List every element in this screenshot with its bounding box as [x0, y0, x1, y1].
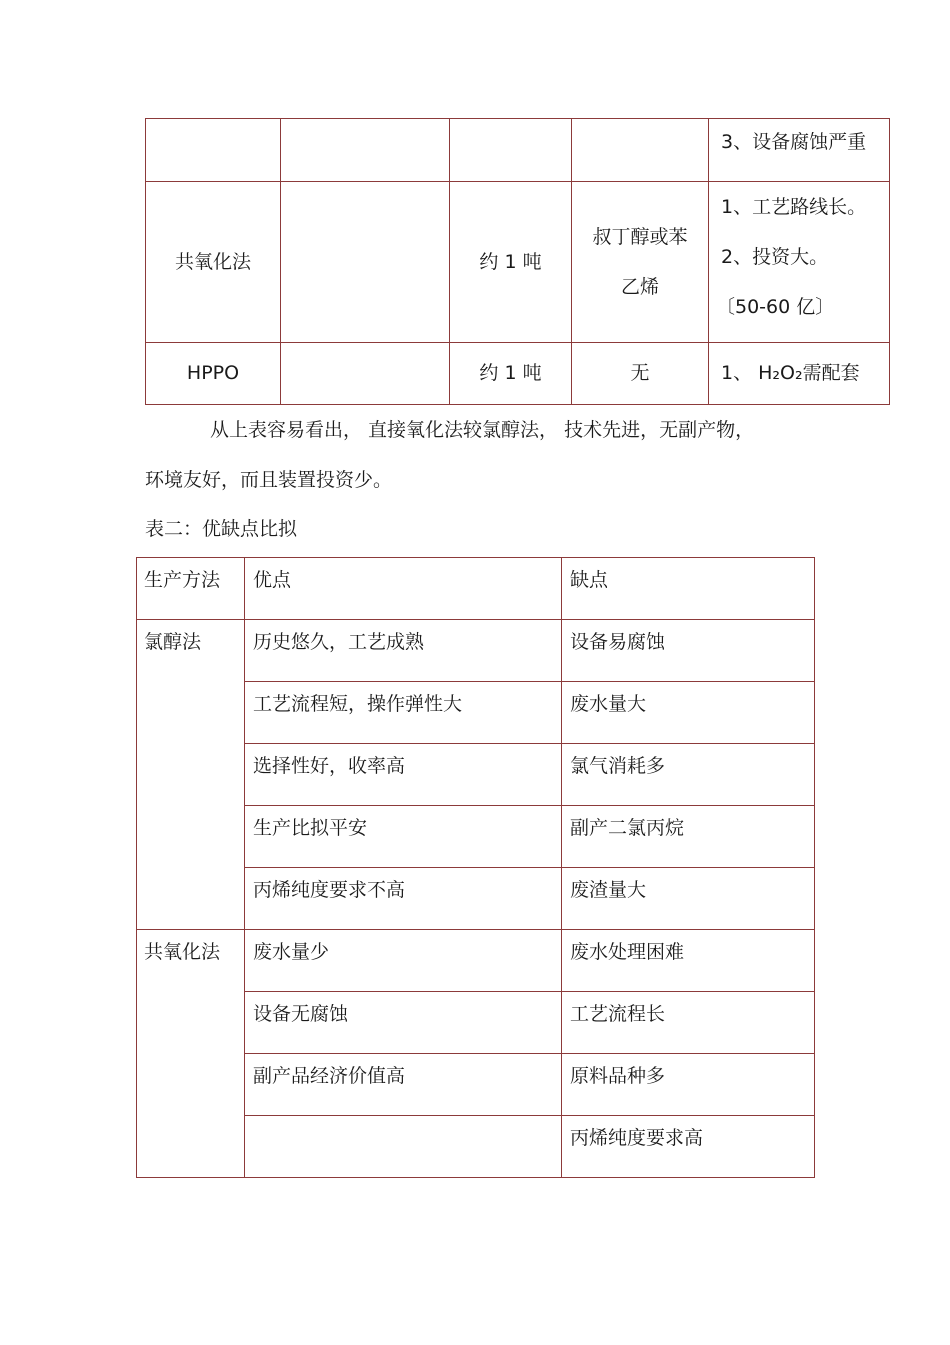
- table-caption: 表二：优缺点比拟: [145, 518, 298, 540]
- method-cell: HPPO: [146, 343, 281, 405]
- con-cell: 丙烯纯度要求高: [562, 1116, 815, 1178]
- header-cons: 缺点: [562, 558, 815, 620]
- pro-cell: [245, 1116, 562, 1178]
- table-cell: [281, 182, 450, 343]
- comparison-table-1: [145, 118, 890, 405]
- con-cell: 原料品种多: [562, 1054, 815, 1116]
- pro-cell: 废水量少: [245, 930, 562, 992]
- notes-cell: [709, 119, 890, 182]
- con-cell: 工艺流程长: [562, 992, 815, 1054]
- table-cell: [281, 343, 450, 405]
- table-cell: [450, 119, 572, 182]
- con-cell: 氯气消耗多: [562, 744, 815, 806]
- con-cell: 废水量大: [562, 682, 815, 744]
- pro-cell: 历史悠久，工艺成熟: [245, 620, 562, 682]
- table-cell: [281, 119, 450, 182]
- table-cell: [146, 119, 281, 182]
- pro-cell: 副产品经济价值高: [245, 1054, 562, 1116]
- consumption-cell: 约 1 吨: [450, 343, 572, 405]
- table-cell: [572, 119, 709, 182]
- byproduct-line: 乙烯: [620, 275, 659, 298]
- note-line: 3、设备腐蚀严重: [721, 131, 867, 153]
- consumption-cell: 约 1 吨: [450, 182, 572, 343]
- notes-cell: [709, 343, 890, 405]
- table-row: [146, 119, 890, 182]
- method-cell: 共氧化法: [146, 182, 281, 343]
- pro-cell: 选择性好，收率高: [245, 744, 562, 806]
- con-cell: 设备易腐蚀: [562, 620, 815, 682]
- table-row: [137, 620, 815, 682]
- con-cell: 副产二氯丙烷: [562, 806, 815, 868]
- header-pros: 优点: [245, 558, 562, 620]
- byproduct-line: 叔丁醇或苯: [592, 225, 688, 248]
- method-cell: 共氧化法: [137, 930, 245, 1178]
- note-line: 2、投资大。: [721, 246, 829, 268]
- table-row: [137, 930, 815, 992]
- note-line: 1、 H₂O₂需配套: [721, 362, 860, 384]
- con-cell: 废水处理困难: [562, 930, 815, 992]
- pro-cell: 生产比拟平安: [245, 806, 562, 868]
- pros-cons-table: [136, 557, 815, 1178]
- byproduct-cell: 无: [572, 343, 709, 405]
- paragraph-line: 从上表容易看出， 直接氧化法较氯醇法， 技术先进，无副产物，: [210, 419, 755, 441]
- pro-cell: 工艺流程短，操作弹性大: [245, 682, 562, 744]
- header-method: 生产方法: [137, 558, 245, 620]
- pro-cell: 设备无腐蚀: [245, 992, 562, 1054]
- paragraph-line: 环境友好，而且装置投资少。: [145, 469, 393, 491]
- con-cell: 废渣量大: [562, 868, 815, 930]
- table-row: [146, 343, 890, 405]
- byproduct-cell: [572, 182, 709, 343]
- table-header-row: [137, 558, 815, 620]
- table-row: [146, 182, 890, 343]
- notes-cell: [709, 182, 890, 343]
- note-line: 1、工艺路线长。: [721, 196, 867, 218]
- method-cell: 氯醇法: [137, 620, 245, 930]
- note-line: 〔50-60 亿〕: [716, 296, 835, 318]
- pro-cell: 丙烯纯度要求不高: [245, 868, 562, 930]
